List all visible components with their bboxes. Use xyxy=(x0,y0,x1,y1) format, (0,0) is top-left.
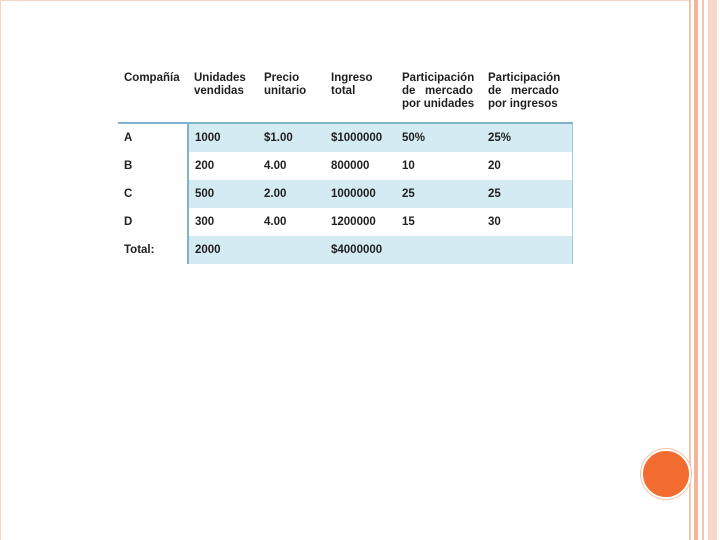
table-body xyxy=(118,123,572,264)
table-cell: $1000000 xyxy=(325,123,396,152)
table-cell xyxy=(482,236,572,264)
table-row xyxy=(118,208,572,236)
column-header-line: de mercado xyxy=(402,85,473,97)
table-cell: 25% xyxy=(482,123,572,152)
border-stripe xyxy=(689,0,691,540)
column-header xyxy=(258,68,325,123)
border-stripe xyxy=(702,0,704,540)
table-cell: 800000 xyxy=(325,152,396,180)
column-header xyxy=(118,68,188,123)
table-cell: 4.00 xyxy=(258,152,325,180)
column-header xyxy=(325,68,396,123)
company-cell: Total: xyxy=(118,236,188,264)
table-cell: 4.00 xyxy=(258,208,325,236)
table-cell: 25 xyxy=(396,180,482,208)
column-header-line: total xyxy=(331,85,356,97)
table-cell: $1.00 xyxy=(258,123,325,152)
column-header-line: por unidades xyxy=(402,98,475,110)
table-row xyxy=(118,123,572,152)
column-header xyxy=(396,68,482,123)
table-cell: 200 xyxy=(188,152,258,180)
table-cell: 10 xyxy=(396,152,482,180)
border-stripe xyxy=(694,0,698,540)
decorative-circle xyxy=(641,449,691,499)
market-share-table xyxy=(118,68,573,264)
table-cell xyxy=(396,236,482,264)
border-stripe xyxy=(708,0,717,540)
table-row xyxy=(118,180,572,208)
column-header-line: Participación xyxy=(402,72,475,84)
column-header xyxy=(188,68,258,123)
column-header-line: Unidades xyxy=(194,72,246,84)
table-cell: 2000 xyxy=(188,236,258,264)
table-cell: 15 xyxy=(396,208,482,236)
company-cell: A xyxy=(118,123,188,152)
table-cell: 500 xyxy=(188,180,258,208)
column-header-line: Compañía xyxy=(124,72,180,84)
column-header-line: unitario xyxy=(264,85,307,97)
table-row xyxy=(118,152,572,180)
company-cell: D xyxy=(118,208,188,236)
column-header-line: por ingresos xyxy=(488,98,558,110)
table-cell: 1000000 xyxy=(325,180,396,208)
column-header-line: de mercado xyxy=(488,85,559,97)
table-cell xyxy=(258,236,325,264)
table-cell: 1000 xyxy=(188,123,258,152)
slide-frame-top xyxy=(0,0,689,1)
table-row xyxy=(118,236,572,264)
table-cell: 30 xyxy=(482,208,572,236)
table-cell: 1200000 xyxy=(325,208,396,236)
column-header xyxy=(482,68,572,123)
company-cell: C xyxy=(118,180,188,208)
table-cell: $4000000 xyxy=(325,236,396,264)
column-header-line: Precio xyxy=(264,72,300,84)
slide-frame-left xyxy=(0,0,1,540)
column-header-line: Participación xyxy=(488,72,561,84)
table-header-row xyxy=(118,68,572,123)
column-header-line: vendidas xyxy=(194,85,244,97)
table-cell: 2.00 xyxy=(258,180,325,208)
table-cell: 20 xyxy=(482,152,572,180)
table-cell: 300 xyxy=(188,208,258,236)
column-header-line: Ingreso xyxy=(331,72,373,84)
company-cell: B xyxy=(118,152,188,180)
table-cell: 25 xyxy=(482,180,572,208)
table-cell: 50% xyxy=(396,123,482,152)
